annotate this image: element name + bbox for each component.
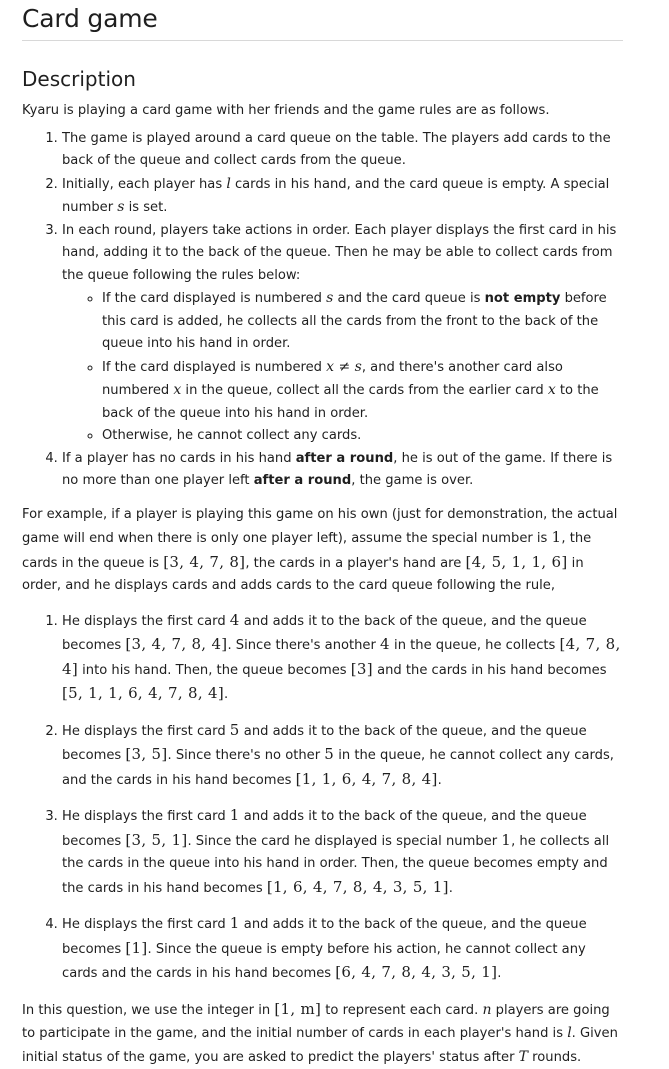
emphasis: after a round	[254, 473, 352, 488]
intro-text: Kyaru is playing a card game with her friends and the game rules are as follows.	[22, 100, 623, 123]
emphasis: not empty	[485, 291, 561, 306]
rule-item: 1. The game is played around a card queue on the table. The players add cards to the back of the queue and collect cards from the queue.	[62, 128, 623, 173]
example-step: 1. He displays the first card 4 and adds it to the back of the queue, and the queue becomes [3, 4, 7, 8, 4]. Since there's another 4 in the queue, he collects [4, 7, 8, 4] into his hand. Then, the queue becomes [3] and the cards in his hand becomes [5, 1, 1, 6, 4, 7, 8, 4].	[62, 609, 623, 707]
example-steps-list	[22, 609, 623, 986]
sub-rule-item: ◦ If the card displayed is numbered x ≠ s, and there's another card also numbered x in the queue, collect all the cards from the earlier card x to the back of the queue into his hand in order.	[102, 356, 623, 426]
closing-text: In this question, we use the integer in [1, m] to represent each card. n players are going to participate in the game, and the initial number of cards in each player's hand is l. Given initial status of the game, you are asked to predict the players' status after T rounds.	[22, 998, 623, 1069]
page-title: Card game	[22, 0, 623, 41]
math-var: s	[117, 199, 124, 215]
math-value: 1	[552, 528, 562, 546]
rules-list	[22, 128, 623, 493]
sub-rule-item: ◦ Otherwise, he cannot collect any cards.	[102, 425, 623, 448]
math-value: [1, m]	[274, 1000, 321, 1018]
rule-item: 2. Initially, each player has l cards in his hand, and the card queue is empty. A special number s is set.	[62, 173, 623, 220]
sub-rules-list	[62, 287, 623, 448]
math-expression: x ≠ s	[326, 359, 362, 375]
example-step: 4. He displays the first card 1 and adds it to the back of the queue, and the queue becomes [1]. Since the queue is empty before his action, he cannot collect any cards and the cards in his hand becomes [6, 4, 7, 8, 4, 3, 5, 1].	[62, 912, 623, 986]
example-step: 2. He displays the first card 5 and adds it to the back of the queue, and the queue becomes [3, 5]. Since there's no other 5 in the queue, he cannot collect any cards, and the cards in his hand becomes [1, 1, 6, 4, 7, 8, 4].	[62, 719, 623, 793]
math-var: n	[482, 1002, 491, 1018]
math-var: x	[173, 382, 181, 398]
math-value: [3, 4, 7, 8]	[163, 553, 245, 571]
math-var: T	[519, 1049, 528, 1065]
math-var: s	[326, 290, 333, 306]
rule-item: 4. If a player has no cards in his hand after a round, he is out of the game. If there is no more than one player left after a round, the game is over.	[62, 448, 623, 493]
math-var: l	[567, 1025, 571, 1041]
example-text: For example, if a player is playing this game on his own (just for demonstration, the actual game will end when there is only one player left), assume the special number is 1, the cards in the queue is [3, 4, 7, 8], the cards in a player's hand are [4, 5, 1, 1, 6] in order, and he displays cards and adds cards to the card queue following the rule,	[22, 504, 623, 598]
section-heading-description: Description	[22, 66, 623, 92]
example-step: 3. He displays the first card 1 and adds it to the back of the queue, and the queue becomes [3, 5, 1]. Since the card he displayed is special number 1, he collects all the cards in the queue into his hand in order. Then, the queue becomes empty and the cards in his hand becomes [1, 6, 4, 7, 8, 4, 3, 5, 1].	[62, 804, 623, 900]
math-value: [4, 5, 1, 1, 6]	[465, 553, 567, 571]
math-var: x	[548, 382, 556, 398]
sub-rule-item: ◦ If the card displayed is numbered s and the card queue is not empty before this card is added, he collects all the cards from the front to the back of the queue into his hand in order.	[102, 287, 623, 356]
rule-item: 3. In each round, players take actions in order. Each player displays the first card in his hand, adding it to the back of the queue. Then he may be able to collect cards from the queue following the rules below: ◦ If the card displayed is numbered s and the card queue is not empty before this card is added, he collects all the cards from the front to the back of the queue into his hand in order. ◦ If the card displayed is numbered x ≠ s, and there's another card also numbered x in the queue, collect all the cards from the earlier card x to the back of the queue into his hand in order. ◦ Otherwise, he cannot collect any cards.	[62, 220, 623, 448]
math-var: l	[226, 176, 230, 192]
emphasis: after a round	[296, 451, 394, 466]
